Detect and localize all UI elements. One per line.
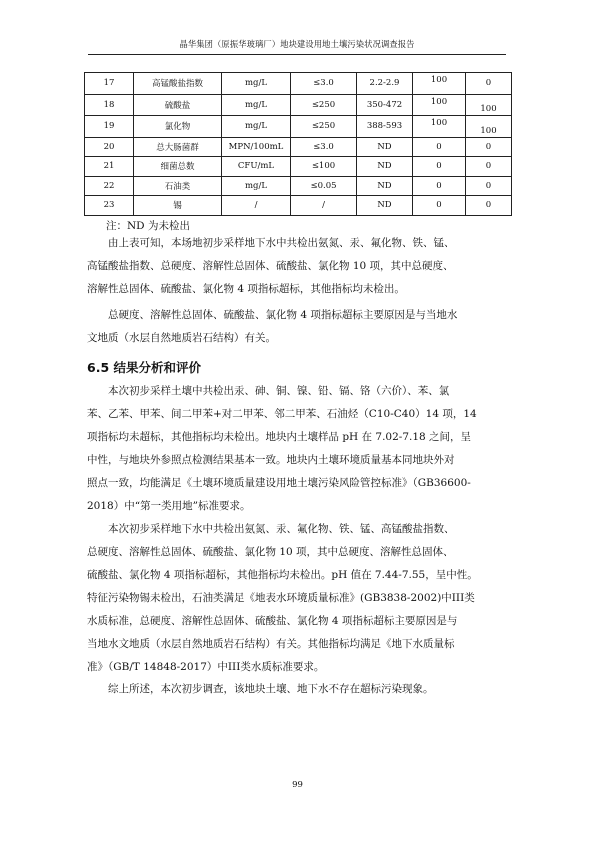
text-line: 高锰酸盐指数、总硬度、溶解性总固体、硫酸盐、氯化物 10 项，其中总硬度、 bbox=[87, 260, 454, 272]
limit-cell: ≤250 bbox=[291, 94, 357, 116]
item-cell: 硫酸盐 bbox=[134, 94, 222, 116]
row-number-cell: 18 bbox=[85, 94, 134, 116]
text-line: 本次初步采样地下水中共检出氨氮、汞、氟化物、铁、锰、高锰酸盐指数、 bbox=[108, 523, 455, 535]
table-row bbox=[85, 116, 512, 138]
table-row bbox=[85, 94, 512, 116]
table-row bbox=[85, 157, 512, 177]
unit-cell: mg/L bbox=[222, 116, 291, 138]
text-line: 特征污染物锡未检出，石油类满足《地表水环境质量标准》(GB3838-2002)中III类 bbox=[87, 592, 475, 604]
row-number-cell: 17 bbox=[85, 73, 134, 95]
unit-cell: mg/L bbox=[222, 176, 291, 196]
exceed-cell: 100 bbox=[413, 116, 466, 138]
range-cell: 350-472 bbox=[357, 94, 413, 116]
table-row bbox=[85, 73, 512, 95]
text-line: 溶解性总固体、硫酸盐、氯化物 4 项指标超标，其他指标均未检出。 bbox=[87, 283, 405, 295]
running-header: 晶华集团（原振华玻璃厂）地块建设用地土壤污染状况调查报告 bbox=[179, 39, 415, 49]
rate-cell: 0 bbox=[466, 73, 512, 95]
item-cell: 细菌总数 bbox=[134, 157, 222, 177]
unit-cell: MPN/100mL bbox=[222, 137, 291, 157]
row-number-cell: 21 bbox=[85, 157, 134, 177]
rate-cell: 0 bbox=[466, 137, 512, 157]
range-cell: ND bbox=[357, 176, 413, 196]
item-cell: 氯化物 bbox=[134, 116, 222, 138]
text-line: 总硬度、溶解性总固体、硫酸盐、氯化物 10 项，其中总硬度、溶解性总固体、 bbox=[87, 546, 454, 558]
rate-cell: 0 bbox=[466, 157, 512, 177]
unit-cell: CFU/mL bbox=[222, 157, 291, 177]
paragraph-soil-results bbox=[87, 380, 507, 518]
table-row bbox=[85, 196, 512, 216]
limit-cell: ≤3.0 bbox=[291, 73, 357, 95]
text-line: 项指标均未超标，其他指标均未检出。地块内土壤样品 pH 在 7.02-7.18 之间，呈 bbox=[87, 431, 472, 443]
table-note: 注：ND 为未检出 bbox=[106, 220, 190, 232]
item-cell: 石油类 bbox=[134, 176, 222, 196]
groundwater-results-table bbox=[84, 72, 512, 216]
text-line: 苯、乙苯、甲苯、间二甲苯+对二甲苯、邻二甲苯、石油烃（C10-C40）14 项，14 bbox=[87, 408, 477, 420]
table-row bbox=[85, 176, 512, 196]
text-line: 本次初步采样土壤中共检出汞、砷、铜、镍、铅、镉、铬（六价）、苯、氯 bbox=[108, 385, 450, 397]
range-cell: ND bbox=[357, 196, 413, 216]
text-line: 照点一致，均能满足《土壤环境质量建设用地土壤污染风险管控标准》（GB36600- bbox=[87, 477, 471, 489]
limit-cell: ≤100 bbox=[291, 157, 357, 177]
rate-cell: 100 bbox=[466, 116, 512, 138]
limit-cell: ≤0.05 bbox=[291, 176, 357, 196]
table-row bbox=[85, 137, 512, 157]
exceed-cell: 0 bbox=[413, 176, 466, 196]
section-heading: 6.5 结果分析和评价 bbox=[87, 360, 201, 375]
exceed-cell: 0 bbox=[413, 196, 466, 216]
header-rule bbox=[88, 54, 506, 55]
text-line: 当地水文地质（水层自然地质岩石结构）有关。其他指标均满足《地下水质量标 bbox=[87, 638, 455, 650]
text-line: 水质标准，总硬度、溶解性总固体、硫酸盐、氯化物 4 项指标超标主要原因是与 bbox=[87, 615, 458, 627]
range-cell: 2.2-2.9 bbox=[357, 73, 413, 95]
text-line: 准》（GB/T 14848-2017）中III类水质标准要求。 bbox=[87, 661, 325, 673]
limit-cell: ≤3.0 bbox=[291, 137, 357, 157]
text-line: 中性，与地块外参照点检测结果基本一致。地块内土壤环境质量基本同地块外对 bbox=[87, 454, 455, 466]
exceed-cell: 0 bbox=[413, 137, 466, 157]
page-number: 99 bbox=[292, 780, 303, 790]
row-number-cell: 20 bbox=[85, 137, 134, 157]
rate-cell: 0 bbox=[466, 196, 512, 216]
row-number-cell: 22 bbox=[85, 176, 134, 196]
exceed-cell: 0 bbox=[413, 157, 466, 177]
text-line: 综上所述，本次初步调查，该地块土壤、地下水不存在超标污染现象。 bbox=[108, 683, 434, 695]
rate-cell: 100 bbox=[466, 94, 512, 116]
range-cell: 388-593 bbox=[357, 116, 413, 138]
text-line: 由上表可知，本场地初步采样地下水中共检出氨氮、汞、氟化物、铁、锰、 bbox=[108, 237, 455, 249]
paragraph-exceedance-cause bbox=[87, 304, 507, 350]
unit-cell: mg/L bbox=[222, 94, 291, 116]
exceed-cell: 100 bbox=[413, 94, 466, 116]
text-line: 2018）中“第一类用地”标准要求。 bbox=[87, 500, 251, 512]
text-line: 硫酸盐、氯化物 4 项指标超标，其他指标均未检出。pH 值在 7.44-7.55，呈中性。 bbox=[87, 569, 478, 581]
item-cell: 总大肠菌群 bbox=[134, 137, 222, 157]
limit-cell: / bbox=[291, 196, 357, 216]
item-cell: 锡 bbox=[134, 196, 222, 216]
range-cell: ND bbox=[357, 157, 413, 177]
rate-cell: 0 bbox=[466, 176, 512, 196]
range-cell: ND bbox=[357, 137, 413, 157]
paragraph-conclusion bbox=[87, 678, 507, 701]
unit-cell: / bbox=[222, 196, 291, 216]
text-line: 总硬度、溶解性总固体、硫酸盐、氯化物 4 项指标超标主要原因是与当地水 bbox=[108, 309, 458, 321]
limit-cell: ≤250 bbox=[291, 116, 357, 138]
paragraph-groundwater-results bbox=[87, 518, 507, 679]
row-number-cell: 23 bbox=[85, 196, 134, 216]
row-number-cell: 19 bbox=[85, 116, 134, 138]
paragraph-groundwater-summary bbox=[87, 232, 507, 301]
item-cell: 高锰酸盐指数 bbox=[134, 73, 222, 95]
text-line: 文地质（水层自然地质岩石结构）有关。 bbox=[87, 332, 276, 344]
unit-cell: mg/L bbox=[222, 73, 291, 95]
exceed-cell: 100 bbox=[413, 73, 466, 95]
